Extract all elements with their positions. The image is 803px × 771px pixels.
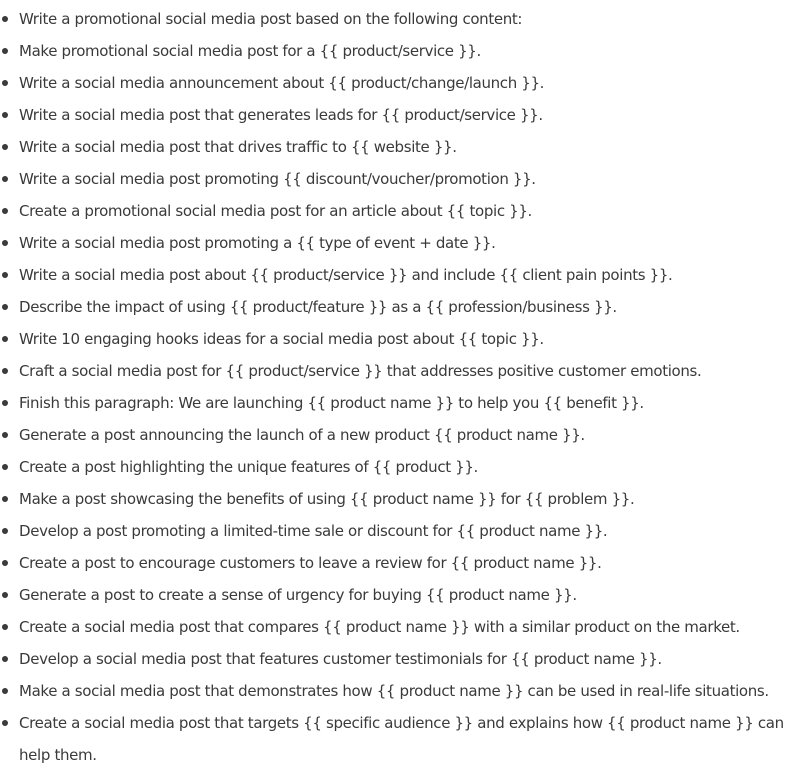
list-item-text: Write a social media post about {{ product/service }} and include {{ client pain points }}. xyxy=(19,266,673,284)
bullet-icon xyxy=(2,400,8,406)
list-item-text: Finish this paragraph: We are launching {{ product name }} to help you {{ benefit }}. xyxy=(19,394,644,412)
list-item-text: Write a social media post promoting {{ discount/voucher/promotion }}. xyxy=(19,170,536,188)
list-item xyxy=(0,131,794,163)
bullet-icon xyxy=(2,496,8,502)
list-item-text: Write a social media announcement about {{ product/change/launch }}. xyxy=(19,74,545,92)
list-item xyxy=(0,547,794,579)
bullet-icon xyxy=(2,656,8,662)
bullet-icon xyxy=(2,560,8,566)
list-item xyxy=(0,67,794,99)
bullet-icon xyxy=(2,304,8,310)
list-item xyxy=(0,99,794,131)
list-item xyxy=(0,451,794,483)
list-item-text: Make a social media post that demonstrates how {{ product name }} can be used in real-life situations. xyxy=(19,682,769,700)
list-item-text: Create a social media post that compares {{ product name }} with a similar product on the market. xyxy=(19,618,740,636)
bullet-icon xyxy=(2,432,8,438)
bullet-icon xyxy=(2,528,8,534)
list-item xyxy=(0,227,794,259)
list-item xyxy=(0,419,794,451)
bullet-icon xyxy=(2,336,8,342)
list-item xyxy=(0,355,794,387)
bullet-icon xyxy=(2,48,8,54)
list-item xyxy=(0,675,794,707)
bullet-icon xyxy=(2,112,8,118)
bullet-icon xyxy=(2,688,8,694)
list-item-text: Make a post showcasing the benefits of using {{ product name }} for {{ problem }}. xyxy=(19,490,635,508)
bullet-icon xyxy=(2,624,8,630)
list-item-text: Create a post highlighting the unique features of {{ product }}. xyxy=(19,458,478,476)
list-item-text: Create a promotional social media post for an article about {{ topic }}. xyxy=(19,202,532,220)
list-item xyxy=(0,3,794,35)
list-item-text: Develop a social media post that features customer testimonials for {{ product name }}. xyxy=(19,650,662,668)
list-item-text: Write a social media post that generates leads for {{ product/service }}. xyxy=(19,106,543,124)
list-item-text: Develop a post promoting a limited-time sale or discount for {{ product name }}. xyxy=(19,522,608,540)
bullet-icon xyxy=(2,464,8,470)
list-item-text: Write 10 engaging hooks ideas for a social media post about {{ topic }}. xyxy=(19,330,544,348)
list-item xyxy=(0,195,794,227)
list-item xyxy=(0,323,794,355)
list-item xyxy=(0,259,794,291)
list-item xyxy=(0,35,794,67)
list-item xyxy=(0,611,794,643)
list-item xyxy=(0,579,794,611)
list-item xyxy=(0,483,794,515)
bullet-icon xyxy=(2,720,8,726)
list-item-text: Craft a social media post for {{ product/service }} that addresses positive customer emotions. xyxy=(19,362,702,380)
bullet-icon xyxy=(2,272,8,278)
list-item xyxy=(0,515,794,547)
list-item-text: Describe the impact of using {{ product/feature }} as a {{ profession/business }}. xyxy=(19,298,617,316)
list-item-text: Write a promotional social media post based on the following content: xyxy=(19,10,523,28)
bullet-icon xyxy=(2,80,8,86)
bullet-icon xyxy=(2,240,8,246)
list-item-text: Write a social media post promoting a {{ type of event + date }}. xyxy=(19,234,496,252)
bullet-icon xyxy=(2,16,8,22)
list-item-text: Generate a post to create a sense of urgency for buying {{ product name }}. xyxy=(19,586,577,604)
list-item xyxy=(0,163,794,195)
list-item-text: Make promotional social media post for a {{ product/service }}. xyxy=(19,42,481,60)
bullet-icon xyxy=(2,176,8,182)
list-item-text: Create a social media post that targets {{ specific audience }} and explains how {{ product name }} can help them. xyxy=(19,714,784,764)
list-item xyxy=(0,643,794,675)
bullet-icon xyxy=(2,368,8,374)
list-item xyxy=(0,387,794,419)
list-item xyxy=(0,707,794,771)
list-item-text: Generate a post announcing the launch of a new product {{ product name }}. xyxy=(19,426,585,444)
list-item-text: Write a social media post that drives traffic to {{ website }}. xyxy=(19,138,457,156)
bullet-icon xyxy=(2,144,8,150)
bullet-icon xyxy=(2,592,8,598)
bullet-icon xyxy=(2,208,8,214)
list-item xyxy=(0,291,794,323)
list-item-text: Create a post to encourage customers to leave a review for {{ product name }}. xyxy=(19,554,602,572)
